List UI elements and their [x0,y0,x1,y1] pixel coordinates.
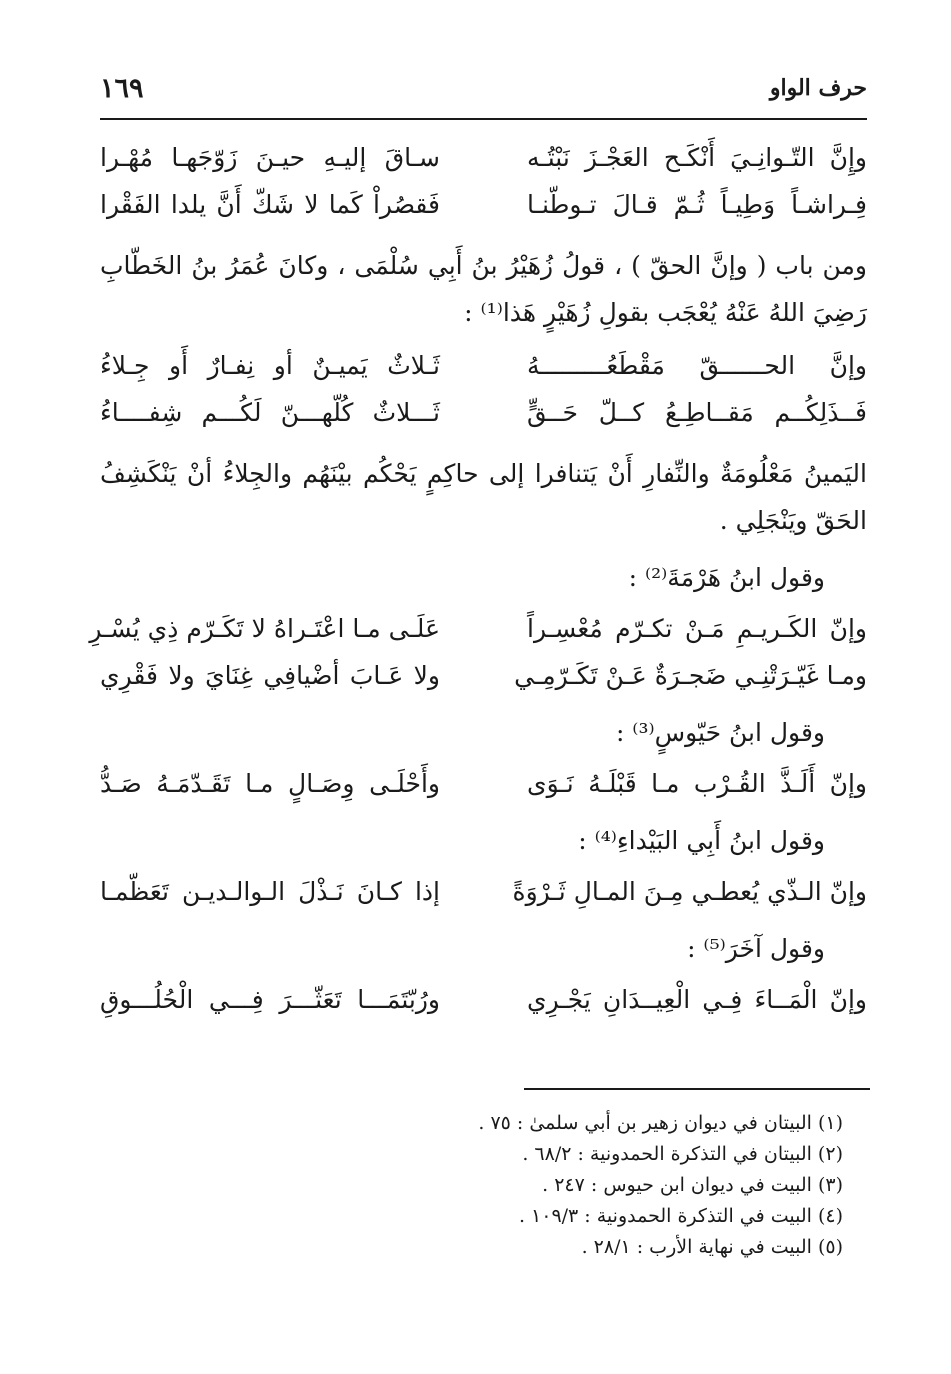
verse-second-hemistich: عَلَـى مـا اعْتَـراهُ لا تَكَـرّم ذِي يُسْـرِ [89,614,440,643]
verse-second-hemistich: فَقصُراْ كَما لا شَكّ أَنَّ يلدا الفَقْرا [100,190,440,219]
verse-line [89,605,867,652]
footnotes [300,1108,843,1263]
verse-second-hemistich: وأَحْلَـى وِصَـالٍ مـا تَقَـدّمَـهُ صَـدُّ [100,769,440,798]
verse-second-hemistich: ثَـلاثٌ يَميـنٌ أو نِفـارٌ أَو جِـلاءُ [100,351,440,380]
verse-line [100,976,867,1023]
footnote: (٤) البيت في التذكرة الحمدونية : ١٠٩/٣ . [518,1205,843,1227]
running-head: حرف الواو [769,75,867,101]
verse-intro: وقول ابنُ حَيّوسٍ⁽³⁾ : [615,718,825,747]
verse-first-hemistich: فَــذَلِكُــم مَقــاطِـعُ كــلّ حَــقٍّ [527,398,867,427]
verse-first-hemistich: ومـا غَيّـرَتْنِـي ضَجـرَةٌ عَـنْ تَكَـرّمِـي [514,661,867,690]
main-text [89,134,867,1023]
prose-paragraph: ومن باب ( وإنَّ الحقّ ) ، قولُ زُهَيْرُ بنُ أَبِي سُلْمَى ، وكانَ عُمَرُ بنُ الخَطّابِ رَضِيَ اللهُ عَنْهُ يُعْجَب بقولِ زُهَيْرٍ هَذا⁽¹⁾ : [100,251,867,327]
verse-line [100,760,867,807]
verse-line [100,134,867,181]
verse-line [100,868,867,915]
prose-paragraph: اليَمينُ مَعْلُومَةٌ والنِّفارِ أَنْ يَتنافرا إلى حاكِمٍ يَحْكُم بيْنَهُم والجِلاءُ أنْ يَنْكَشِفُ الحَقّ ويَنْجَلِي . [100,459,867,535]
header-rule [100,118,867,120]
verse-line [100,389,867,436]
verse-first-hemistich: وإنّ الْمَــاءَ فِـي الْعِيــدَانِ يَجْـرِي [527,985,867,1014]
verse-first-hemistich: وإنّ الكَـريـمِ مَـنْ تكـرّم مُعْسِـراً [527,614,867,643]
footnote: (٣) البيت في ديوان ابن حيوس : ٢٤٧ . [542,1174,843,1196]
verse-first-hemistich: فِـراشـاً وَطِيـاً ثُـمّ قـالَ تـوطّنـا [527,190,867,219]
verse-line [100,342,867,389]
verse-second-hemistich: ورُبّتَمَـــا تَعَثّـــرَ فِـــي الْحُلُـــوقِ [100,985,440,1014]
page-number: ١٦٩ [100,72,144,104]
verse-intro: وقول ابنُ أَبِي البَيْداءِ⁽⁴⁾ : [578,826,825,855]
verse-first-hemistich: وإنّ الـذّي يُعطـي مِـنَ المـالِ ثَـرْوَةً [512,877,867,906]
verse-second-hemistich: ولا عَـابَ أضْيافِي غِنَايَ ولا فَقْرِي [100,661,440,690]
footnote: (١) البيتان في ديوان زهير بن أبي سلمىٰ : ٧٥ . [478,1112,843,1134]
verse-first-hemistich: وإِنَّ التّـوانِـيَ أَنْكَـح العَجْـزَ نَبْتُـه [527,143,867,172]
verse-intro: وقول ابنُ هَرْمَةَ⁽²⁾ : [628,563,825,592]
verse-second-hemistich: ثَـــلاثٌ كُلّهـــنّ لَكُـــم شِفــــاءُ [100,398,440,427]
footnote-rule [524,1088,870,1090]
verse-intro: وقول آخَرَ⁽⁵⁾ : [687,934,825,963]
verse-second-hemistich: سـاقَ إليـهِ حيـنَ زَوّجَهـا مُهْـرا [100,143,440,172]
footnote: (٥) البيت في نهاية الأرب : ٢٨/١ . [581,1236,843,1258]
verse-line [100,652,867,699]
page-header [100,66,867,110]
footnote: (٢) البيتان في التذكرة الحمدونية : ٦٨/٢ . [522,1143,843,1165]
verse-first-hemistich: وإنّ أَلَـذَّ القُـرْب مـا قَبْلَـهُ نَـوَى [527,769,867,798]
verse-second-hemistich: إذا كـانَ نَـذْلَ الـوالـديـن تَعَظّمـا [100,877,440,906]
verse-line [100,181,867,228]
verse-first-hemistich: وإنَّ الحــــــقّ مَقْطَعُـــــــــهُ [527,351,867,380]
